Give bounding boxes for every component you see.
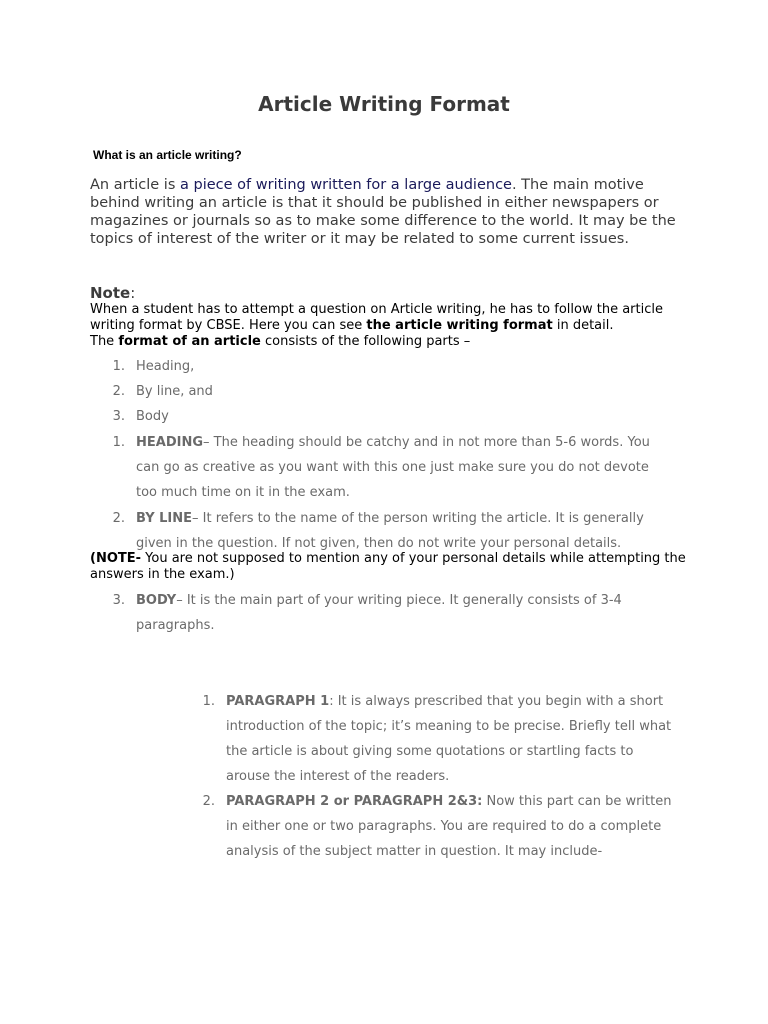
note-line1-end: in detail.: [552, 318, 614, 333]
list-text: By line, and: [136, 384, 213, 399]
heading-detail-item: [105, 430, 665, 505]
list-number: 2.: [112, 511, 125, 526]
note-line2-bold: format of an article: [118, 334, 261, 349]
paragraph-item: [195, 689, 685, 789]
page-title: Article Writing Format: [258, 92, 510, 116]
note-colon: :: [130, 284, 136, 302]
list-text: Body: [136, 409, 169, 424]
body-detail-text: [136, 588, 636, 638]
note-paragraph: [90, 302, 690, 350]
list-number: 2.: [112, 384, 125, 399]
list-number: 1.: [112, 359, 125, 374]
intro-text-end: . The main motive behind writing an article is that it should be published in either newspapers or magazines or journals so as to make some difference to the world. It may be the topics of interest of the writer or it may be related to some current issues.: [90, 177, 676, 247]
byline-detail-item: [105, 506, 665, 556]
list-text: Heading,: [136, 359, 195, 374]
paragraph-label: PARAGRAPH 1: [226, 694, 330, 709]
intro-paragraph: [90, 176, 680, 248]
note-line1-bold: the article writing format: [366, 318, 553, 333]
section-question: What is an article writing?: [93, 148, 242, 162]
intro-text-start: An article is: [90, 177, 181, 193]
note-heading: [90, 284, 135, 302]
paragraph-description: Now this part can be written in either one or two paragraphs. You are required to do a complete analysis of the subject matter in question. It may include-: [226, 794, 672, 859]
body-description: – It is the main part of your writing piece. It generally consists of 3-4 paragraphs.: [136, 593, 622, 633]
note2-text: You are not supposed to mention any of your personal details while attempting the answers in the exam.): [90, 551, 686, 582]
paragraph-text: [226, 689, 681, 789]
body-detail-item: [105, 588, 665, 638]
list-number: 1.: [202, 694, 215, 709]
intro-highlight: a piece of writing written for a large audience: [180, 177, 512, 193]
paragraph-description: : It is always prescribed that you begin with a short introduction of the topic; it’s meaning to be precise. Briefly tell what the article is about giving some quotations or startling facts to arouse the interest of the readers.: [226, 694, 672, 784]
heading-label: HEADING: [136, 435, 203, 450]
list-number: 3.: [112, 409, 125, 424]
list-number: 1.: [112, 435, 125, 450]
note-label: Note: [90, 284, 131, 302]
byline-detail-text: [136, 506, 665, 556]
byline-description: – It refers to the name of the person writing the article. It is generally given in the question. If not given, then do not write your personal details.: [136, 511, 644, 551]
heading-detail-text: [136, 430, 666, 505]
list-number: 3.: [112, 593, 125, 608]
personal-details-note: [90, 551, 690, 583]
body-label: BODY: [136, 593, 177, 608]
list-number: 2.: [202, 794, 215, 809]
note-line2: The: [90, 334, 119, 349]
heading-description: – The heading should be catchy and in not more than 5-6 words. You can go as creative as you want with this one just make sure you do not devote too much time on it in the exam.: [136, 435, 650, 500]
note-line2-end: consists of the following parts –: [260, 334, 471, 349]
note-line1: When a student has to attempt a question on Article writing, he has to follow the article writing format by CBSE. Here you can see: [90, 302, 663, 333]
byline-label: BY LINE: [136, 511, 193, 526]
paragraph-item: [195, 789, 685, 864]
paragraph-label: PARAGRAPH 2 or PARAGRAPH 2&3:: [226, 794, 483, 809]
note2-label: (NOTE-: [90, 551, 142, 566]
paragraph-text: [226, 789, 681, 864]
